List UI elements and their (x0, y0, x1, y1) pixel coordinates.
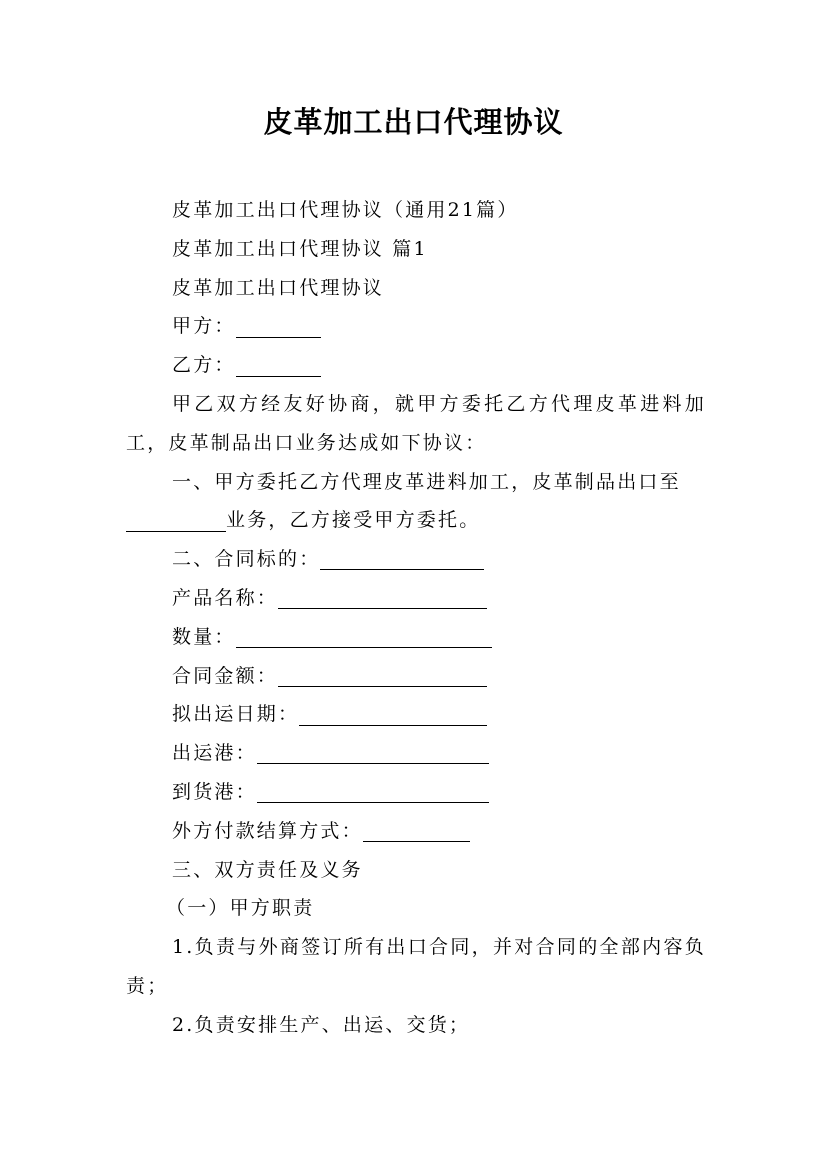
paragraph-subheading: 皮革加工出口代理协议 篇1 (172, 237, 428, 260)
item1-line: 一、甲方委托乙方代理皮革进料加工，皮革制品出口至 (172, 470, 681, 493)
contract-subject-blank (320, 550, 484, 571)
amount-label: 合同金额： (172, 664, 279, 687)
quantity-blank (236, 627, 492, 648)
contract-subject-label: 二、合同标的： (172, 548, 321, 571)
amount-blank (278, 666, 487, 687)
party-b-label: 乙方： (172, 354, 236, 377)
quantity-label: 数量： (172, 625, 236, 648)
product-name-blank (278, 588, 487, 609)
port-dest-line (126, 773, 706, 812)
product-name-line (126, 579, 706, 618)
quantity-line (126, 618, 706, 657)
party-a-line (126, 307, 706, 346)
party-a-label: 甲方： (172, 315, 236, 338)
party-b-line (126, 346, 706, 385)
payment-blank (363, 821, 470, 842)
section-three-heading: 三、双方责任及义务 (172, 858, 363, 881)
party-b-blank (236, 356, 321, 377)
ship-date-line (126, 695, 706, 734)
port-dest-label: 到货港： (172, 780, 257, 803)
duty-item-1: 1.负责与外商签订所有出口合同，并对合同的全部内容负责； (126, 936, 706, 997)
amount-line (126, 657, 706, 696)
paragraph-heading: 皮革加工出口代理协议（通用21篇） (172, 199, 519, 221)
contract-subject-line (126, 540, 706, 579)
party-a-blank (236, 317, 321, 338)
duty-item-2: 2.负责安排生产、出运、交货； (172, 1013, 471, 1036)
party-a-duties-heading: （一）甲方职责 (166, 897, 315, 920)
ship-date-blank (299, 705, 487, 726)
product-name-label: 产品名称： (172, 586, 279, 609)
item1-continuation (126, 501, 706, 540)
document-body (126, 191, 706, 1045)
payment-label: 外方付款结算方式： (172, 819, 363, 842)
port-load-line (126, 734, 706, 773)
port-load-label: 出运港： (172, 742, 257, 765)
port-dest-blank (257, 782, 489, 803)
payment-line (126, 812, 706, 851)
ship-date-label: 拟出运日期： (172, 703, 300, 726)
destination-blank (126, 511, 226, 532)
port-load-blank (257, 744, 489, 765)
paragraph-agreement-name: 皮革加工出口代理协议 (172, 276, 385, 299)
document-title: 皮革加工出口代理协议 (263, 105, 564, 139)
item1-tail: 业务，乙方接受甲方委托。 (226, 509, 481, 532)
intro-paragraph: 甲乙双方经友好协商，就甲方委托乙方代理皮革进料加工，皮革制品出口业务达成如下协议： (126, 392, 706, 454)
